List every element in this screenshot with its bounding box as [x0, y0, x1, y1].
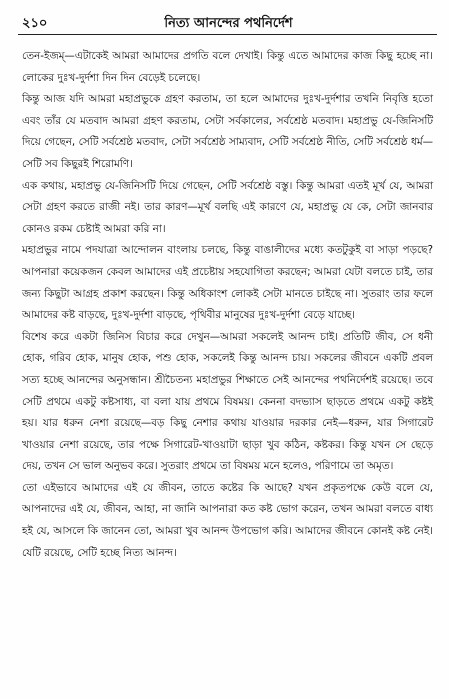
paragraph: মহাপ্রভুর নামে পদযাত্রা আন্দোলন বাংলায় চলছে, কিন্তু বাঙালীদের মধ্যে কতটুকুই বা সাড়া পড়ছে? আপনারা কয়েকজন কেবল আমাদের এই প্রচেষ্টায় সহযোগিতা করছেন; আমরা যেটা বলতে চাই, তার জন্য কিছুটা আগ্রহ প্রকাশ করছেন। কিন্তু অধিকাংশ লোকই সেটা মানতে চাইছে না। সুতরাং তার ফলে আমাদের কষ্ট বাড়ছে, দুঃখ-দুর্দশা বাড়ছে, পৃথিবীর মানুষের দুঃখ-দুর্দশা বেড়ে যাচ্ছে।	[22, 244, 433, 322]
paragraph: তেন-ইজম্‌—এটাকেই আমরা আমাদের প্রগতি বলে দেখাই। কিন্তু এতে আমাদের কাজ কিছু হচ্ছে না। লোকের দুঃখ-দুর্দশা দিন দিন বেড়েই চলেছে।	[22, 50, 433, 84]
paragraph: কিন্তু আজ যদি আমরা মহাপ্রভুকে গ্রহণ করতাম, তা হলে আমাদের দুঃখ-দুর্দশার তখনি নিবৃত্তি হতো এবং তাঁর যে মতবাদ আমরা গ্রহণ করতাম, সেটা সর্বকালের, সর্বশ্রেষ্ঠ মতবাদ। মহাপ্রভু যে-জিনিসটি দিয়ে গেছেন, সেটি সর্বশ্রেষ্ঠ মতবাদ, সেটা সর্বশ্রেষ্ঠ সাম্যবাদ, সেটি সর্বশ্রেষ্ঠ নীতি, সেটি সর্বশ্রেষ্ঠ ধর্ম—সেটি সব কিছুরই শিরোমণি।	[22, 93, 433, 170]
paragraph: বিশেষ করে একটা জিনিস বিচার করে দেখুন—আমরা সকলেই আনন্দ চাই। প্রতিটি জীব, সে ধনী হোক, গরিব হোক, মানুষ হোক, পশু হোক, সকলেই কিন্তু আনন্দ চায়। সকলের জীবনে একটি প্রবল সত্য হচ্ছে আনন্দের অনুসন্ধান। শ্রীচৈতন্য মহাপ্রভুর শিক্ষাতে সেই আনন্দের পথনির্দেশই রয়েছে। তবে সেটি প্রথমে একটু কষ্টসাধ্য, বা বলা যায় প্রথমে বিষময়। কেননা বদভ্যাস ছাড়তে প্রথমে একটু কষ্টই হয়। যার ধরুন নেশা রয়েছে—বড় কিছু নেশার কথায় যাওয়ার দরকার নেই—ধরুন, যার সিগারেট খাওয়ার নেশা রয়েছে, তার পক্ষে সিগারেট-খাওয়াটা ছাড়া খুব কঠিন, কষ্টকর। কিন্তু যখন সে ছেড়ে দেয়, তখন সে ভাল অনুভব করে। সুতরাং প্রথমে তা বিষময় মনে হলেও, পরিণামে তা অমৃত।	[22, 330, 433, 473]
paragraph: তো এইভাবে আমাদের এই যে জীবন, তাতে কষ্টের কি আছে? যখন প্রকৃতপক্ষে কেউ বলে যে, আপনাদের এই যে, জীবন, আহা, না জানি আপনারা কত কষ্ট ভোগ করেন, তখন আমরা বলতে বাধ্য হই যে, আসলে কি জানেন তো, আমরা খুব আনন্দ উপভোগ করি। আমাদের জীবনে কোনই কষ্ট নেই। যেটি রয়েছে, সেটি হচ্ছে নিত্য আনন্দ।	[22, 481, 433, 559]
body-text	[22, 46, 433, 564]
paragraph: এক কথায়, মহাপ্রভু যে-জিনিসটি দিয়ে গেছেন, সেটি সর্বশ্রেষ্ঠ বস্তু। কিন্তু আমরা এতই মূর্খ যে, আমরা সেটা গ্রহণ করতে রাজী নই। তার কারণ—মূর্খ বলছি এই কারণে যে, মহাপ্রভু যে কে, সেটা জানবার কোনও রকম চেষ্টাই আমরা করি না।	[22, 179, 433, 235]
page-number: ২১০	[22, 16, 48, 31]
running-title: নিত্য আনন্দের পথনির্দেশ	[164, 16, 293, 31]
header-rule	[18, 34, 437, 35]
